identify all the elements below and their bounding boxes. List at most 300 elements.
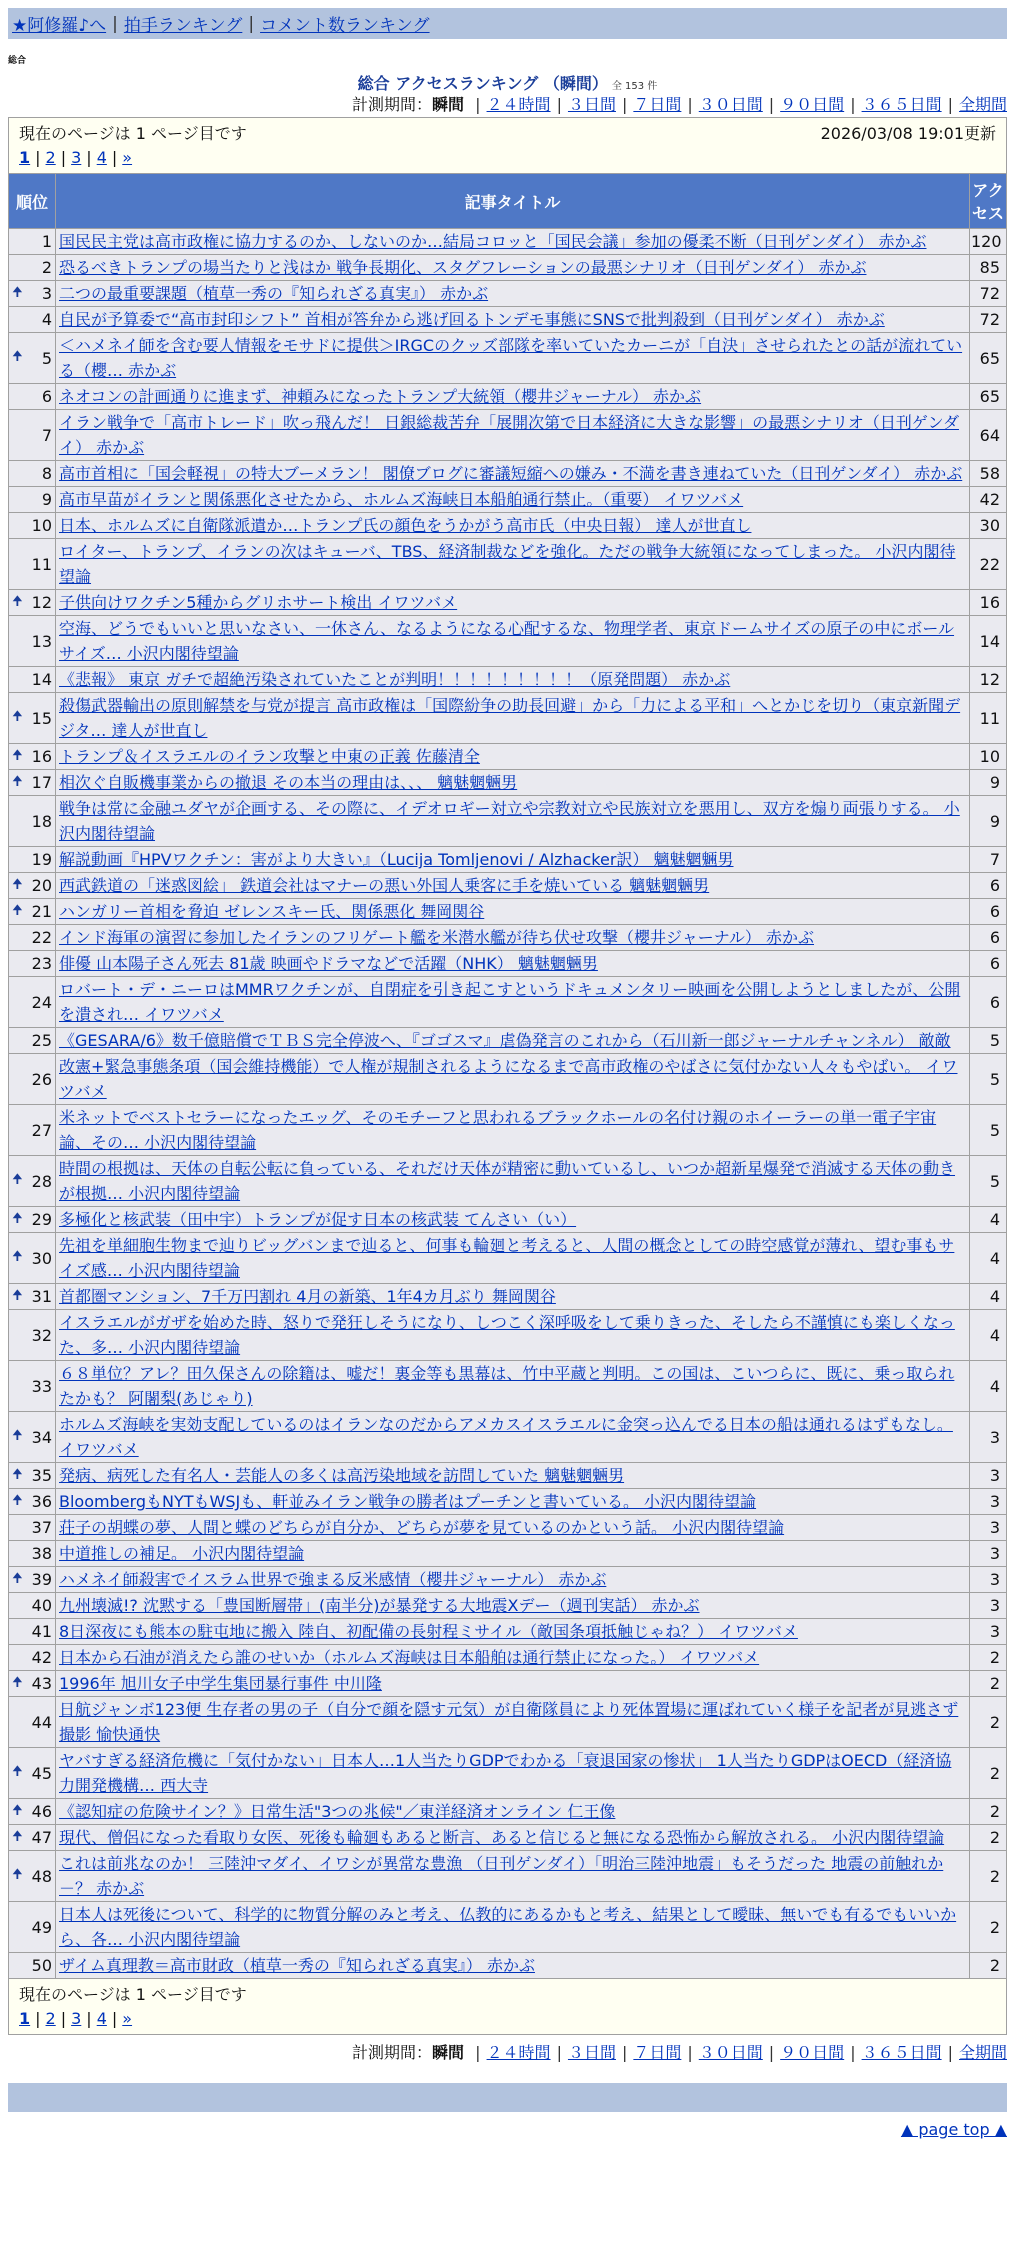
title-cell (56, 899, 970, 925)
access-count: 5 (969, 1054, 1006, 1105)
table-row (9, 1233, 1007, 1284)
period-selector-top (0, 93, 1007, 117)
rank-cell (9, 461, 56, 487)
period-link[interactable]: ３０日間 (698, 2043, 763, 2062)
title-cell (56, 796, 970, 847)
title-cell (56, 744, 970, 770)
title-cell (56, 1619, 970, 1645)
rank-cell (9, 847, 56, 873)
access-count: 4 (969, 1284, 1006, 1310)
page-separator: | (86, 147, 92, 167)
access-count: 5 (969, 1156, 1006, 1207)
rank-cell (9, 410, 56, 461)
table-row (9, 281, 1007, 307)
period-link[interactable]: 全期間 (958, 2043, 1007, 2062)
access-count: 2 (969, 1825, 1006, 1851)
period-separator: | (621, 95, 628, 114)
rank-number: 33 (31, 1376, 52, 1396)
table-row (9, 229, 1007, 255)
article-title-link[interactable]: 日本人は死後について、科学的に物質分解のみと考え、仏教的にあるかもと考え、結果として曖昧、無いでも有るでもいいから、各… 小沢内閣待望論 (59, 1905, 957, 1949)
title-cell (56, 1028, 970, 1054)
nav-separator: | (112, 13, 118, 34)
rank-cell (9, 667, 56, 693)
article-title-link[interactable]: 荘子の胡蝶の夢、人間と蝶のどちらが自分か、どちらが夢を見ているのかという話。 小沢内閣待望論 (59, 1518, 785, 1537)
article-title-link[interactable]: イラン戦争で「高市トレード」吹っ飛んだ！ 日銀総裁苦弁「展開次第で日本経済に大きな影響」の最悪シナリオ（日刊ゲンダイ） 赤かぶ (59, 413, 959, 457)
title-cell (56, 1567, 970, 1593)
table-row (9, 1541, 1007, 1567)
next-page-link[interactable]: » (122, 147, 133, 167)
article-title-link[interactable]: これは前兆なのか！ 三陸沖マダイ、イワシが異常な豊漁 （日刊ゲンダイ）「明治三陸沖地震」もそうだった 地震の前触れか－？ 赤かぶ (59, 1854, 944, 1898)
article-title-link[interactable]: インド海軍の演習に参加したイランのフリゲート艦を米潜水艦が待ち伏せ攻撃（櫻井ジャーナル） 赤かぶ (59, 928, 815, 947)
period-link[interactable]: ７日間 (633, 2043, 682, 2062)
rank-number: 34 (31, 1427, 52, 1447)
table-row (9, 590, 1007, 616)
article-title-link[interactable]: ロバート・デ・ニーロはMMRワクチンが、自閉症を引き起こすというドキュメンタリー映画を公開しようとしましたが、公開を潰され… イワツバメ (59, 980, 961, 1024)
article-title-link[interactable]: ザイム真理教＝高市財政（植草一秀の『知られざる真実』） 赤かぶ (59, 1956, 535, 1975)
rank-up-icon: 🠉 (12, 1287, 23, 1303)
access-count: 3 (969, 1412, 1006, 1463)
title-cell (56, 333, 970, 384)
comment-ranking-link[interactable]: コメント数ランキング (260, 16, 430, 36)
access-count: 3 (969, 1541, 1006, 1567)
access-count: 9 (969, 796, 1006, 847)
period-separator: | (687, 2043, 693, 2062)
rank-number: 7 (41, 425, 52, 445)
ranking-count: 全 153 件 (611, 81, 658, 92)
rank-cell (9, 487, 56, 513)
period-current: 瞬間 (432, 95, 465, 114)
table-row (9, 1054, 1007, 1105)
rank-cell (9, 1541, 56, 1567)
rank-cell (9, 693, 56, 744)
article-title-link[interactable]: ホルムズ海峡を実効支配しているのはイランなのだからアメカスイスラエルに金突っ込んでる日本の船は通れるはずもなし。 イワツバメ (59, 1415, 953, 1459)
article-title-link[interactable]: 1996年 旭川女子中学生集団暴行事件 中川隆 (59, 1674, 382, 1693)
table-row (9, 693, 1007, 744)
page-link-current[interactable]: 1 (19, 2008, 31, 2028)
ranking-table (8, 117, 1007, 2035)
period-link[interactable]: ２４時間 (486, 2043, 551, 2062)
table-row (9, 1799, 1007, 1825)
title-cell (56, 590, 970, 616)
rank-cell (9, 1284, 56, 1310)
period-link[interactable]: ３６５日間 (861, 95, 942, 114)
access-count: 3 (969, 1463, 1006, 1489)
period-separator: | (768, 95, 775, 114)
period-link[interactable]: ７日間 (633, 95, 682, 114)
title-cell (56, 1310, 970, 1361)
title-cell (56, 925, 970, 951)
page-link[interactable]: 4 (96, 147, 107, 167)
rank-number: 26 (31, 1069, 52, 1089)
article-title-link[interactable]: 時間の根拠は、天体の自転公転に負っている、それだけ天体が精密に動いているし、いつか超新星爆発で消滅する天体の動きが根拠… 小沢内閣待望論 (59, 1159, 956, 1203)
title-cell (56, 255, 970, 281)
rank-number: 42 (31, 1648, 52, 1667)
title-cell (56, 1748, 970, 1799)
access-count: 6 (969, 873, 1006, 899)
table-row (9, 1825, 1007, 1851)
rank-number: 13 (31, 631, 52, 651)
rank-cell (9, 1489, 56, 1515)
access-count: 9 (969, 770, 1006, 796)
access-count: 4 (969, 1310, 1006, 1361)
article-title-link[interactable]: ロイター、トランプ、イランの次はキューバ、TBS、経済制裁などを強化。ただの戦争大統領になってしまった。 小沢内閣待望論 (59, 542, 956, 586)
article-title-link[interactable]: 《GESARA/6》数千億賠償でＴＢＳ完全停波へ、『ゴゴスマ』虐偽発言のこれから（石川新一郎ジャーナルチャンネル） 敵敵 (59, 1031, 951, 1050)
title-cell (56, 410, 970, 461)
table-row (9, 307, 1007, 333)
table-row (9, 1902, 1007, 1953)
page-link[interactable]: 2 (45, 2008, 56, 2028)
article-title-link[interactable]: 高市早苗がイランと関係悪化させたから、ホルムズ海峡日本船舶通行禁止。（重要） イワツバメ (59, 490, 744, 509)
title-cell (56, 307, 970, 333)
rank-cell (9, 616, 56, 667)
article-title-link[interactable]: 恐るべきトランプの場当たりと浅はか 戦争長期化、スタグフレーションの最悪シナリオ（日刊ゲンダイ） 赤かぶ (59, 258, 867, 277)
title-cell (56, 1054, 970, 1105)
rank-cell (9, 1156, 56, 1207)
article-title-link[interactable]: ヤバすぎる経済危機に「気付かない」日本人…1人当たりGDPでわかる「衰退国家の惨状」 1人当たりGDPはOECD（経済協力開発機構… 西大寺 (59, 1751, 952, 1795)
rank-up-icon: 🠉 (12, 1492, 23, 1508)
rank-number: 30 (31, 1248, 52, 1268)
rank-up-icon: 🠉 (12, 709, 23, 724)
table-row (9, 1671, 1007, 1697)
rank-cell (9, 1233, 56, 1284)
article-title-link[interactable]: 子供向けワクチン5種からグリホサート検出 イワツバメ (59, 593, 458, 612)
article-title-link[interactable]: ＜ハメネイ師を含む要人情報をモサドに提供＞IRGCのクッズ部隊を率いていたカーニが「自決」させられたとの話が流れている（櫻… 赤かぶ (59, 336, 963, 380)
article-title-link[interactable]: イスラエルがガザを始めた時、怒りで発狂しそうになり、しつこく深呼吸をして乗りきった、そしたら不謹慎にも楽しくなった、多… 小沢内閣待望論 (59, 1313, 955, 1357)
header-title: 記事タイトル (56, 174, 970, 229)
period-separator: | (621, 2043, 628, 2062)
rank-up-icon: 🠉 (12, 1466, 23, 1482)
table-row (9, 1361, 1007, 1412)
rank-number: 39 (31, 1570, 52, 1589)
period-link[interactable]: ９０日間 (780, 95, 845, 114)
title-cell (56, 693, 970, 744)
rank-up-icon: 🠉 (12, 1172, 23, 1187)
article-title-link[interactable]: 《認知症の危険サイン？》日常生活"3つの兆候"／東洋経済オンライン 仁王像 (59, 1802, 616, 1821)
period-link[interactable]: ３０日間 (698, 95, 763, 114)
page-link[interactable]: 2 (45, 147, 56, 167)
rank-number: 45 (31, 1763, 52, 1783)
table-row (9, 1645, 1007, 1671)
rank-number: 23 (31, 954, 52, 973)
table-row (9, 744, 1007, 770)
table-row (9, 1748, 1007, 1799)
current-page-text: 現在のページは 1 ページ目です (19, 123, 247, 143)
access-count: 4 (969, 1207, 1006, 1233)
rank-number: 47 (31, 1828, 52, 1847)
access-count: 6 (969, 925, 1006, 951)
rank-number: 43 (31, 1674, 52, 1693)
access-count: 2 (969, 1953, 1006, 1979)
period-separator: | (850, 2043, 856, 2062)
pager-top (9, 118, 1007, 174)
rank-cell (9, 1028, 56, 1054)
rank-number: 4 (41, 310, 52, 329)
table-row (9, 925, 1007, 951)
article-title-link[interactable]: 《悲報》 東京 ガチで超絶汚染されていたことが判明！！！！！！！！！（原発問題） 赤かぶ (59, 670, 731, 689)
title-cell (56, 487, 970, 513)
article-title-link[interactable]: 戦争は常に金融ユダヤが企画する、その際に、イデオロギー対立や宗教対立や民族対立を悪用し、双方を煽り両張りする。 小沢内閣待望論 (59, 799, 960, 843)
title-cell (56, 1645, 970, 1671)
rank-up-icon: 🠉 (12, 1570, 23, 1586)
access-count: 2 (969, 1645, 1006, 1671)
period-link[interactable]: ３日間 (567, 2043, 616, 2062)
page-top-link[interactable]: ▲ page top ▲ (900, 2120, 1007, 2139)
access-count: 2 (969, 1851, 1006, 1902)
rank-cell (9, 796, 56, 847)
period-current: 瞬間 (432, 2043, 465, 2062)
rank-number: 40 (31, 1596, 52, 1615)
table-row (9, 1851, 1007, 1902)
pager-bottom (9, 1979, 1007, 2035)
rank-number: 35 (31, 1466, 52, 1485)
article-title-link[interactable]: 日本から石油が消えたら誰のせいか（ホルムズ海峡は日本船舶は通行禁止になった。） イワツバメ (59, 1648, 760, 1667)
rank-number: 31 (31, 1287, 52, 1306)
rank-cell (9, 1567, 56, 1593)
rank-number: 32 (31, 1325, 52, 1345)
rank-up-icon: 🠉 (12, 1828, 23, 1844)
period-separator: | (768, 2043, 775, 2062)
footer-bar (8, 2083, 1007, 2112)
article-title-link[interactable]: 自民が予算委で“高市封印シフト” 首相が答弁から逃げ回るトンデモ事態にSNSで批判殺到（日刊ゲンダイ） 赤かぶ (59, 310, 885, 329)
access-count: 10 (969, 744, 1006, 770)
article-title-link[interactable]: BloombergもNYTもWSJも、軒並みイラン戦争の勝者はプーチンと書いている。 小沢内閣待望論 (59, 1492, 757, 1511)
rank-cell (9, 539, 56, 590)
rank-cell (9, 925, 56, 951)
table-row (9, 1284, 1007, 1310)
access-count: 3 (969, 1567, 1006, 1593)
title-cell (56, 873, 970, 899)
clap-ranking-link[interactable]: 拍手ランキング (123, 16, 243, 36)
ranking-title: 総合 アクセスランキング （瞬間） (357, 74, 608, 93)
article-title-link[interactable]: 8日深夜にも熊本の駐屯地に搬入 陸自、初配備の長射程ミサイル（敵国条項抵触じゃね？） イワツバメ (59, 1622, 798, 1641)
title-cell (56, 770, 970, 796)
access-count: 85 (969, 255, 1006, 281)
table-row (9, 770, 1007, 796)
period-link[interactable]: 全期間 (958, 95, 1007, 114)
rank-number: 1 (41, 232, 52, 251)
rank-up-icon: 🠉 (12, 773, 23, 789)
access-count: 7 (969, 847, 1006, 873)
period-separator: | (687, 95, 693, 114)
page-separator: | (111, 147, 118, 167)
rank-up-icon: 🠉 (12, 876, 23, 892)
title-cell (56, 1541, 970, 1567)
rank-cell (9, 1361, 56, 1412)
page-separator: | (60, 2008, 67, 2028)
article-title-link[interactable]: 俳優 山本陽子さん死去 81歳 映画やドラマなどで活躍（NHK） 魑魅魍魎男 (59, 954, 598, 973)
page-separator: | (35, 147, 41, 167)
title-cell (56, 667, 970, 693)
table-row (9, 1156, 1007, 1207)
table-row (9, 333, 1007, 384)
rank-cell (9, 1105, 56, 1156)
title-cell (56, 1799, 970, 1825)
article-title-link[interactable]: ハメネイ師殺害でイスラム世界で強まる反米感情（櫻井ジャーナル） 赤かぶ (59, 1570, 607, 1589)
table-row (9, 1515, 1007, 1541)
rank-cell (9, 1645, 56, 1671)
current-page-text: 現在のページは 1 ページ目です (19, 1984, 247, 2004)
period-link[interactable]: ３日間 (567, 95, 616, 114)
table-row (9, 616, 1007, 667)
rank-cell (9, 1851, 56, 1902)
article-title-link[interactable]: 首都圏マンション、7千万円割れ 4月の新築、1年4カ月ぶり 舞岡関谷 (59, 1287, 556, 1306)
rank-cell (9, 1902, 56, 1953)
rank-cell (9, 1671, 56, 1697)
title-cell (56, 1412, 970, 1463)
table-row (9, 255, 1007, 281)
access-count: 2 (969, 1799, 1006, 1825)
rank-number: 28 (31, 1171, 52, 1191)
access-count: 3 (969, 1489, 1006, 1515)
rank-number: 27 (31, 1120, 52, 1140)
period-separator: | (475, 2043, 481, 2062)
article-title-link[interactable]: ネオコンの計画通りに進まず、神頼みになったトランプ大統領（櫻井ジャーナル） 赤かぶ (59, 387, 702, 406)
page-separator: | (86, 2008, 92, 2028)
page-separator: | (60, 147, 67, 167)
title-cell (56, 1671, 970, 1697)
page-link[interactable]: 3 (71, 2008, 82, 2028)
rank-cell (9, 1412, 56, 1463)
article-title-link[interactable]: 多極化と核武装（田中宇）トランプが促す日本の核武装 てんさい（い） (59, 1210, 577, 1229)
table-row (9, 539, 1007, 590)
rank-cell (9, 229, 56, 255)
period-label: 計測期間： (352, 95, 433, 114)
home-link[interactable]: ★阿修羅♪へ (12, 16, 107, 36)
article-title-link[interactable]: 先祖を単細胞生物まで辿りビッグバンまで辿ると、何事も輪廻と考えると、人間の概念としての時空感覚が薄れ、望む事もサイズ感… 小沢内閣待望論 (59, 1236, 955, 1280)
access-count: 3 (969, 1593, 1006, 1619)
table-row (9, 1028, 1007, 1054)
page-separator: | (111, 2008, 118, 2028)
title-cell (56, 1515, 970, 1541)
article-title-link[interactable]: 殺傷武器輸出の原則解禁を与党が提言 高市政権は「国際紛争の助長回避」から「力による平和」へとかじを切り（東京新聞デジタ… 達人が世直し (59, 696, 961, 740)
article-title-link[interactable]: ６８単位？アレ？田久保さんの除籍は、嘘だ！裏金等も黒幕は、竹中平蔵と判明。この国は、こいつらに、既に、乗っ取られたかも？ 阿闍梨(あじゃり) (59, 1364, 955, 1408)
article-title-link[interactable]: 米ネットでベストセラーになったエッグ、そのモチーフと思われるブラックホールの名付け親のホイーラーの単一電子宇宙論、その… 小沢内閣待望論 (59, 1108, 937, 1152)
rank-number: 50 (31, 1956, 52, 1975)
access-count: 16 (969, 590, 1006, 616)
article-title-link[interactable]: 高市首相に「国会軽視」の特大ブーメラン！ 閣僚ブログに審議短縮への嫌み・不満を書き連ねていた（日刊ゲンダイ） 赤かぶ (59, 464, 963, 483)
article-title-link[interactable]: 中道推しの補足。 小沢内閣待望論 (59, 1544, 305, 1563)
rank-cell (9, 873, 56, 899)
table-row (9, 1310, 1007, 1361)
table-row (9, 951, 1007, 977)
page-link[interactable]: 3 (71, 147, 82, 167)
period-separator: | (556, 95, 562, 114)
ranking-title-block (0, 71, 1015, 93)
article-title-link[interactable]: 西武鉄道の「迷惑図絵」 鉄道会社はマナーの悪い外国人乗客に手を焼いている 魑魅魍魎男 (59, 876, 710, 895)
title-cell (56, 1851, 970, 1902)
title-cell (56, 1902, 970, 1953)
table-row (9, 1619, 1007, 1645)
article-title-link[interactable]: ハンガリー首相を脅迫 ゼレンスキー氏、関係悪化 舞岡関谷 (59, 902, 485, 921)
period-separator: | (850, 95, 856, 114)
access-count: 58 (969, 461, 1006, 487)
access-count: 2 (969, 1748, 1006, 1799)
article-title-link[interactable]: 日本、ホルムズに自衛隊派遣か…トランプ氏の顔色をうかがう高市氏（中央日報） 達人が世直し (59, 516, 752, 535)
article-title-link[interactable]: 解説動画『HPVワクチン：害がより大きい』（Lucija Tomljenovi / Alzhacker訳） 魑魅魍魎男 (59, 850, 734, 869)
access-count: 30 (969, 513, 1006, 539)
title-cell (56, 1697, 970, 1748)
access-count: 65 (969, 333, 1006, 384)
title-cell (56, 539, 970, 590)
rank-number: 46 (31, 1802, 52, 1821)
access-count: 72 (969, 307, 1006, 333)
rank-number: 10 (31, 516, 52, 535)
rank-number: 16 (31, 747, 52, 766)
title-cell (56, 1156, 970, 1207)
access-count: 64 (969, 410, 1006, 461)
access-count: 12 (969, 667, 1006, 693)
article-title-link[interactable]: 発病、病死した有名人・芸能人の多くは高汚染地域を訪問していた 魑魅魍魎男 (59, 1466, 625, 1485)
title-cell (56, 513, 970, 539)
period-link[interactable]: ３６５日間 (861, 2043, 942, 2062)
access-count: 14 (969, 616, 1006, 667)
access-count: 22 (969, 539, 1006, 590)
article-title-link[interactable]: 改憲+緊急事態条項（国会維持機能）で人権が規制されるようになるまで高市政権のやばさに気付かない人々もやばい。 イワツバメ (59, 1057, 958, 1101)
title-cell (56, 1233, 970, 1284)
article-title-link[interactable]: 日航ジャンボ123便 生存者の男の子（自分で顔を隠す元気）が自衛隊員により死体置場に運ばれていく様子を記者が見逃さず撮影 愉快通快 (59, 1700, 959, 1744)
page-link-current[interactable]: 1 (19, 147, 31, 167)
access-count: 65 (969, 384, 1006, 410)
rank-number: 6 (41, 387, 52, 406)
next-page-link[interactable]: » (122, 2008, 133, 2028)
title-cell (56, 1284, 970, 1310)
rank-number: 11 (31, 554, 52, 574)
title-cell (56, 616, 970, 667)
rank-cell (9, 255, 56, 281)
rank-number: 20 (31, 876, 52, 895)
table-row (9, 1412, 1007, 1463)
rank-number: 19 (31, 850, 52, 869)
title-cell (56, 1463, 970, 1489)
table-row (9, 873, 1007, 899)
rank-cell (9, 1207, 56, 1233)
table-row (9, 487, 1007, 513)
access-count: 5 (969, 1105, 1006, 1156)
title-cell (56, 1825, 970, 1851)
period-link[interactable]: ２４時間 (486, 95, 551, 114)
article-title-link[interactable]: 相次ぐ自販機事業からの撤退 その本当の理由は、、、 魑魅魍魎男 (59, 773, 518, 792)
article-title-link[interactable]: 国民民主党は高市政権に協力するのか、しないのか…結局コロッと「国民会議」参加の優柔不断（日刊ゲンダイ） 赤かぶ (59, 232, 927, 251)
access-count: 11 (969, 693, 1006, 744)
rank-number: 25 (31, 1031, 52, 1050)
rank-number: 38 (31, 1544, 52, 1563)
article-title-link[interactable]: 空海、どうでもいいと思いなさい、一休さん、なるようになる心配するな、物理学者、東京ドームサイズの原子の中にボールサイズ… 小沢内閣待望論 (59, 619, 955, 663)
article-title-link[interactable]: 二つの最重要課題（植草一秀の『知られざる真実』） 赤かぶ (59, 284, 489, 303)
rank-number: 37 (31, 1518, 52, 1537)
page-link[interactable]: 4 (96, 2008, 107, 2028)
title-cell (56, 384, 970, 410)
table-row (9, 667, 1007, 693)
table-row (9, 1207, 1007, 1233)
rank-number: 3 (41, 284, 52, 303)
rank-number: 21 (31, 902, 52, 921)
access-count: 3 (969, 1515, 1006, 1541)
access-count: 4 (969, 1361, 1006, 1412)
rank-number: 44 (31, 1712, 52, 1732)
rank-number: 5 (41, 348, 52, 368)
article-title-link[interactable]: 九州壊滅!? 沈黙する「豊国断層帯」(南半分)が暴発する大地震Xデー（週刊実話） 赤かぶ (59, 1596, 700, 1615)
rank-cell (9, 1054, 56, 1105)
period-link[interactable]: ９０日間 (780, 2043, 845, 2062)
access-count: 120 (969, 229, 1006, 255)
rank-cell (9, 307, 56, 333)
access-count: 6 (969, 977, 1006, 1028)
rank-up-icon: 🠉 (12, 747, 23, 763)
article-title-link[interactable]: 現代、僧侶になった看取り女医、死後も輪廻もあると断言、あると信じると無になる恐怖から解放される。 小沢内閣待望論 (59, 1828, 945, 1847)
rank-number: 48 (31, 1866, 52, 1886)
rank-cell (9, 513, 56, 539)
article-title-link[interactable]: トランプ＆イスラエルのイラン攻撃と中東の正義 佐藤清全 (59, 747, 480, 766)
